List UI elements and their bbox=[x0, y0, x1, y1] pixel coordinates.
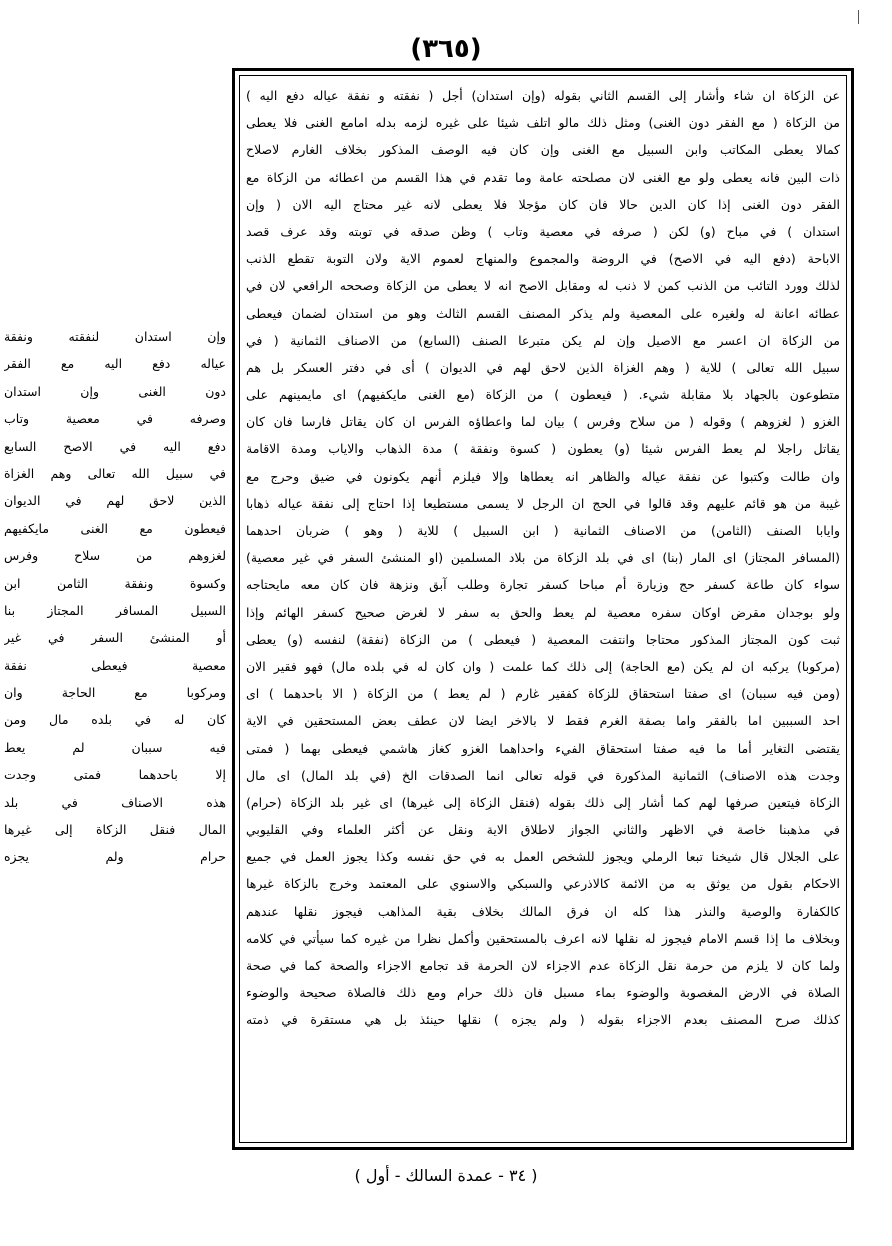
main-text-line: سواء كان طاعة كسفر حج وزيارة أم مباحا كسفر تجارة وطلب آبق ونزهة فان كان معه مايحتاجه bbox=[246, 577, 840, 593]
margin-text-line: السبيل المسافر المجتاز بنا bbox=[4, 602, 226, 618]
main-text-line: كذلك صرح المصنف بعدم الاجزاء بقوله ( ولم يجزه ) نقلها حينئذ بل هي مستقرة في ذمته bbox=[246, 1012, 840, 1028]
margin-text-line: هذه الاصناف في بلد bbox=[4, 794, 226, 810]
margin-text-line: وصرفه في معصية وتاب bbox=[4, 411, 226, 427]
margin-text-line: أو المنشئ السفر في غير bbox=[4, 630, 226, 646]
main-text-line: وايابا الصنف (الثامن) من الاصناف الثمانية ( ابن السبيل ) للاية ( وهو ) ضربان احدهما bbox=[246, 523, 840, 538]
main-text-line: وان طالت وكتبوا عن نفقة عياله والظاهر انه يعطاها وإلا فيلزم أنهم يكونون في ضيق وحرج مع bbox=[246, 468, 840, 484]
main-text-line: يقاتل راجلا لم يعط الفرس شيئا (و) يعطون ( كسوة ونفقة ) مدة الذهاب والاياب ومدة الاقامة bbox=[246, 441, 840, 457]
margin-text-line: إلا باحدهما فمتى وجدت bbox=[4, 767, 226, 783]
main-text-line: الاحكام بقول من يوثق به من الائمة كالاذرعي والسبكي والاسنوي على المعتمد وخرج بالزكاة غيرها bbox=[246, 876, 840, 892]
main-text-line: ذات البين فانه يعطى ولو مع الغنى لان مصلحته عامة وما تقدم في هذا القسم من اعطائه من الزكاة مع bbox=[246, 169, 840, 185]
main-text-line: احد السببين اما بالفقر واما بصفة الغرم فقط لا بالاخر ايضا لان عطف بعض المستحقين في الاية bbox=[246, 713, 840, 729]
main-text-line: على الجلال قال شيخنا تبعا الرملي ويجوز للشخص العمل به في حق نفسه وكذا يجوز العمل في جميع bbox=[246, 849, 840, 865]
margin-text-line: عياله دفع اليه مع الفقر bbox=[4, 356, 226, 372]
main-text-line: الصلاة في الارض المغصوبة والوضوء بماء مسبل فان ذلك حرام ومع ذلك فالصلاة صحيحة والوضوء bbox=[246, 985, 840, 1001]
main-text-line: (المسافر المجتاز) اى المار (بنا) اى في بلد الزكاة من بلاد المسلمين (او المنشئ السفر في غير معصية) bbox=[246, 550, 840, 566]
main-text-line: الفقر دون الغنى إذا كان الدين حالا فان كان مؤجلا فلا يعطى لانه غير محتاج اليه الان ( وإن bbox=[246, 196, 840, 212]
main-text-line: ولو بوجدان مقرض اوكان سفره معصية لم يعط والحق به سفر لا لغرض صحيح كسفر الهائم وإذا bbox=[246, 604, 840, 620]
main-text-line: (مركوبا) يركبه ان لم يكن (مع الحاجة) إلى ذلك كما علمت ( وان كان له في بلده مال) فهو فقير الان bbox=[246, 658, 840, 674]
page-number: (٣٦٥) bbox=[410, 34, 482, 64]
printer-signature-footer: ( ٣٤ - عمدة السالك - أول ) bbox=[354, 1166, 538, 1185]
main-text-line: الغزو ( لغزوهم ) وقوله ( من سلاح وفرس ) بيان لما واعطاؤه الفرس ان كان يقاتل فارسا فان كان bbox=[246, 414, 840, 430]
margin-text-line: وكسوة ونفقة الثامن ابن bbox=[4, 575, 226, 591]
main-text-line: (ومن فيه سببان) اى صفتا استحقاق للزكاة كفقير غارم ( لم يعط ) من الزكاة ( الا باحدهما ) اى bbox=[246, 686, 840, 702]
main-text-line: الاباحة (دفع اليه في الاصح) في الروضة والمجموع والمنهاج لعموم الاية ولان التوبة تقطع الذنب bbox=[246, 251, 840, 267]
main-text-line: عن الزكاة ان شاء وأشار إلى القسم الثاني بقوله (وإن استدان) أجل ( نفقته و نفقة عياله دفع اليه ) bbox=[246, 88, 840, 103]
main-text-line: غيبة من هو قائم عليهم وقد قالوا في الحج ان الرجل لا يسمى مستطيعا إذا احتاج إلى نفقة عياله ذهابا bbox=[246, 495, 840, 511]
main-text-line: وبخلاف ما إذا قسم الامام فيجوز له نقلها لانه اعرف بالمستحقين وأكمل نظرا من غيره كما سيأتي في كلامه bbox=[246, 930, 840, 946]
margin-text-line: المال فنقل الزكاة إلى غيرها bbox=[4, 822, 226, 838]
margin-text-line: حرام ولم يجزه bbox=[4, 849, 226, 865]
main-text-line: استدان ) في مباح (و) لكن ( صرفه في معصية وتاب ) وظن صدقه في توبته وقد عرف قصد bbox=[246, 223, 840, 239]
main-text-line: كمالا يعطى المكاتب وابن السبيل مع الغنى وإن كان فيه الوصف المذكور بخلاف الغارم لاصلاح bbox=[246, 142, 840, 158]
main-text-line: في مذهبنا خاصة في الاظهر والثاني الجواز لاطلاق الاية ونقل عن أكثر العلماء وفي القليوبي bbox=[246, 822, 840, 838]
margin-text-line: معصية فيعطى نفقة bbox=[4, 657, 226, 673]
main-text-line: كالكفارة والوصية والنذر هذا كله ان فرق المالك بخلاف بقية المذاهب فيجوز نقلها عندهم bbox=[246, 903, 840, 919]
margin-text-line: فيه سببان لم يعط bbox=[4, 739, 226, 755]
margin-text-line: فيعطون مع الغنى مايكفيهم bbox=[4, 520, 226, 536]
margin-text-line: الذين لاحق لهم في الديوان bbox=[4, 493, 226, 509]
main-commentary-text bbox=[246, 82, 840, 1138]
main-text-line: يقتضى التغاير أما ما فيه صفتا استحقاق الفيء واحداهما الغزو كغاز هاشمي فيعطى بهما ( فمتى bbox=[246, 740, 840, 756]
margin-text-line: لغزوهم من سلاح وفرس bbox=[4, 548, 226, 564]
margin-matn-text bbox=[4, 323, 226, 1023]
main-text-line: متطوعون بالجهاد بلا مقابلة شيء. ( فيعطون ) من الزكاة (مع الغنى مايكفيهم) اى مايمينهم على bbox=[246, 387, 840, 403]
main-text-line: ثبت كون المجتاز المذكور محتاجا وانتفت المعصية ( فيعطى ) من الزكاة (نفقة) لنفسه (و) يعطى bbox=[246, 631, 840, 647]
margin-text-line: كان له في بلده مال ومن bbox=[4, 712, 226, 728]
main-text-line: ولما كان لا يلزم من حرمة نقل الزكاة عدم الاجزاء لان الحرمة قد تجامع الاجزاء والصحة كما في صحة bbox=[246, 958, 840, 973]
corner-mark bbox=[858, 10, 867, 24]
main-text-line: من الزكاة ان اعسر مع الاصيل وإن لم يكن متبرعا الصنف (السابع) من الاصناف الثمانية ( في bbox=[246, 332, 840, 348]
main-text-line: لذلك وورد التائب من الذنب كمن لا ذنب له ومقابل الاصح انه لا يعطى من الزكاة وصححه الرافعي لان في bbox=[246, 278, 840, 294]
main-text-line: الزكاة فيتعين صرفها لهم كما أشار إلى ذلك بقوله (فنقل الزكاة إلى غيرها) اى غير بلد الزكاة (حرام) bbox=[246, 794, 840, 810]
main-text-line: عطائه اعانة له ولغيره على المعصية ولم يذكر المصنف القسم الثالث وهو من استدان لضمان فيعطى bbox=[246, 305, 840, 321]
margin-text-line: دون الغنى وإن استدان bbox=[4, 383, 226, 399]
margin-text-line: في سبيل الله تعالى وهم الغزاة bbox=[4, 465, 226, 481]
main-text-line: وجدت هذه الاصناف) الثمانية المذكورة في قوله تعالى انما الصدقات الخ (في بلد المال) اى مال bbox=[246, 767, 840, 783]
margin-text-line: دفع اليه في الاصح السابع bbox=[4, 438, 226, 454]
main-text-line: من الزكاة ( مع الفقر دون الغنى) ومثل ذلك مالو اتلف شيئا على غيره لزمه بدله امامع الغنى فلا يعطى bbox=[246, 115, 840, 131]
margin-text-line: ومركوبا مع الحاجة وان bbox=[4, 685, 226, 701]
main-text-line: سبيل الله تعالى ) للاية ( وهم الغزاة الذين لاحق لهم في الديوان ) أى في دفتر العسكر بل هم bbox=[246, 359, 840, 375]
margin-text-line: وإن استدان لنفقته ونفقة bbox=[4, 329, 226, 344]
